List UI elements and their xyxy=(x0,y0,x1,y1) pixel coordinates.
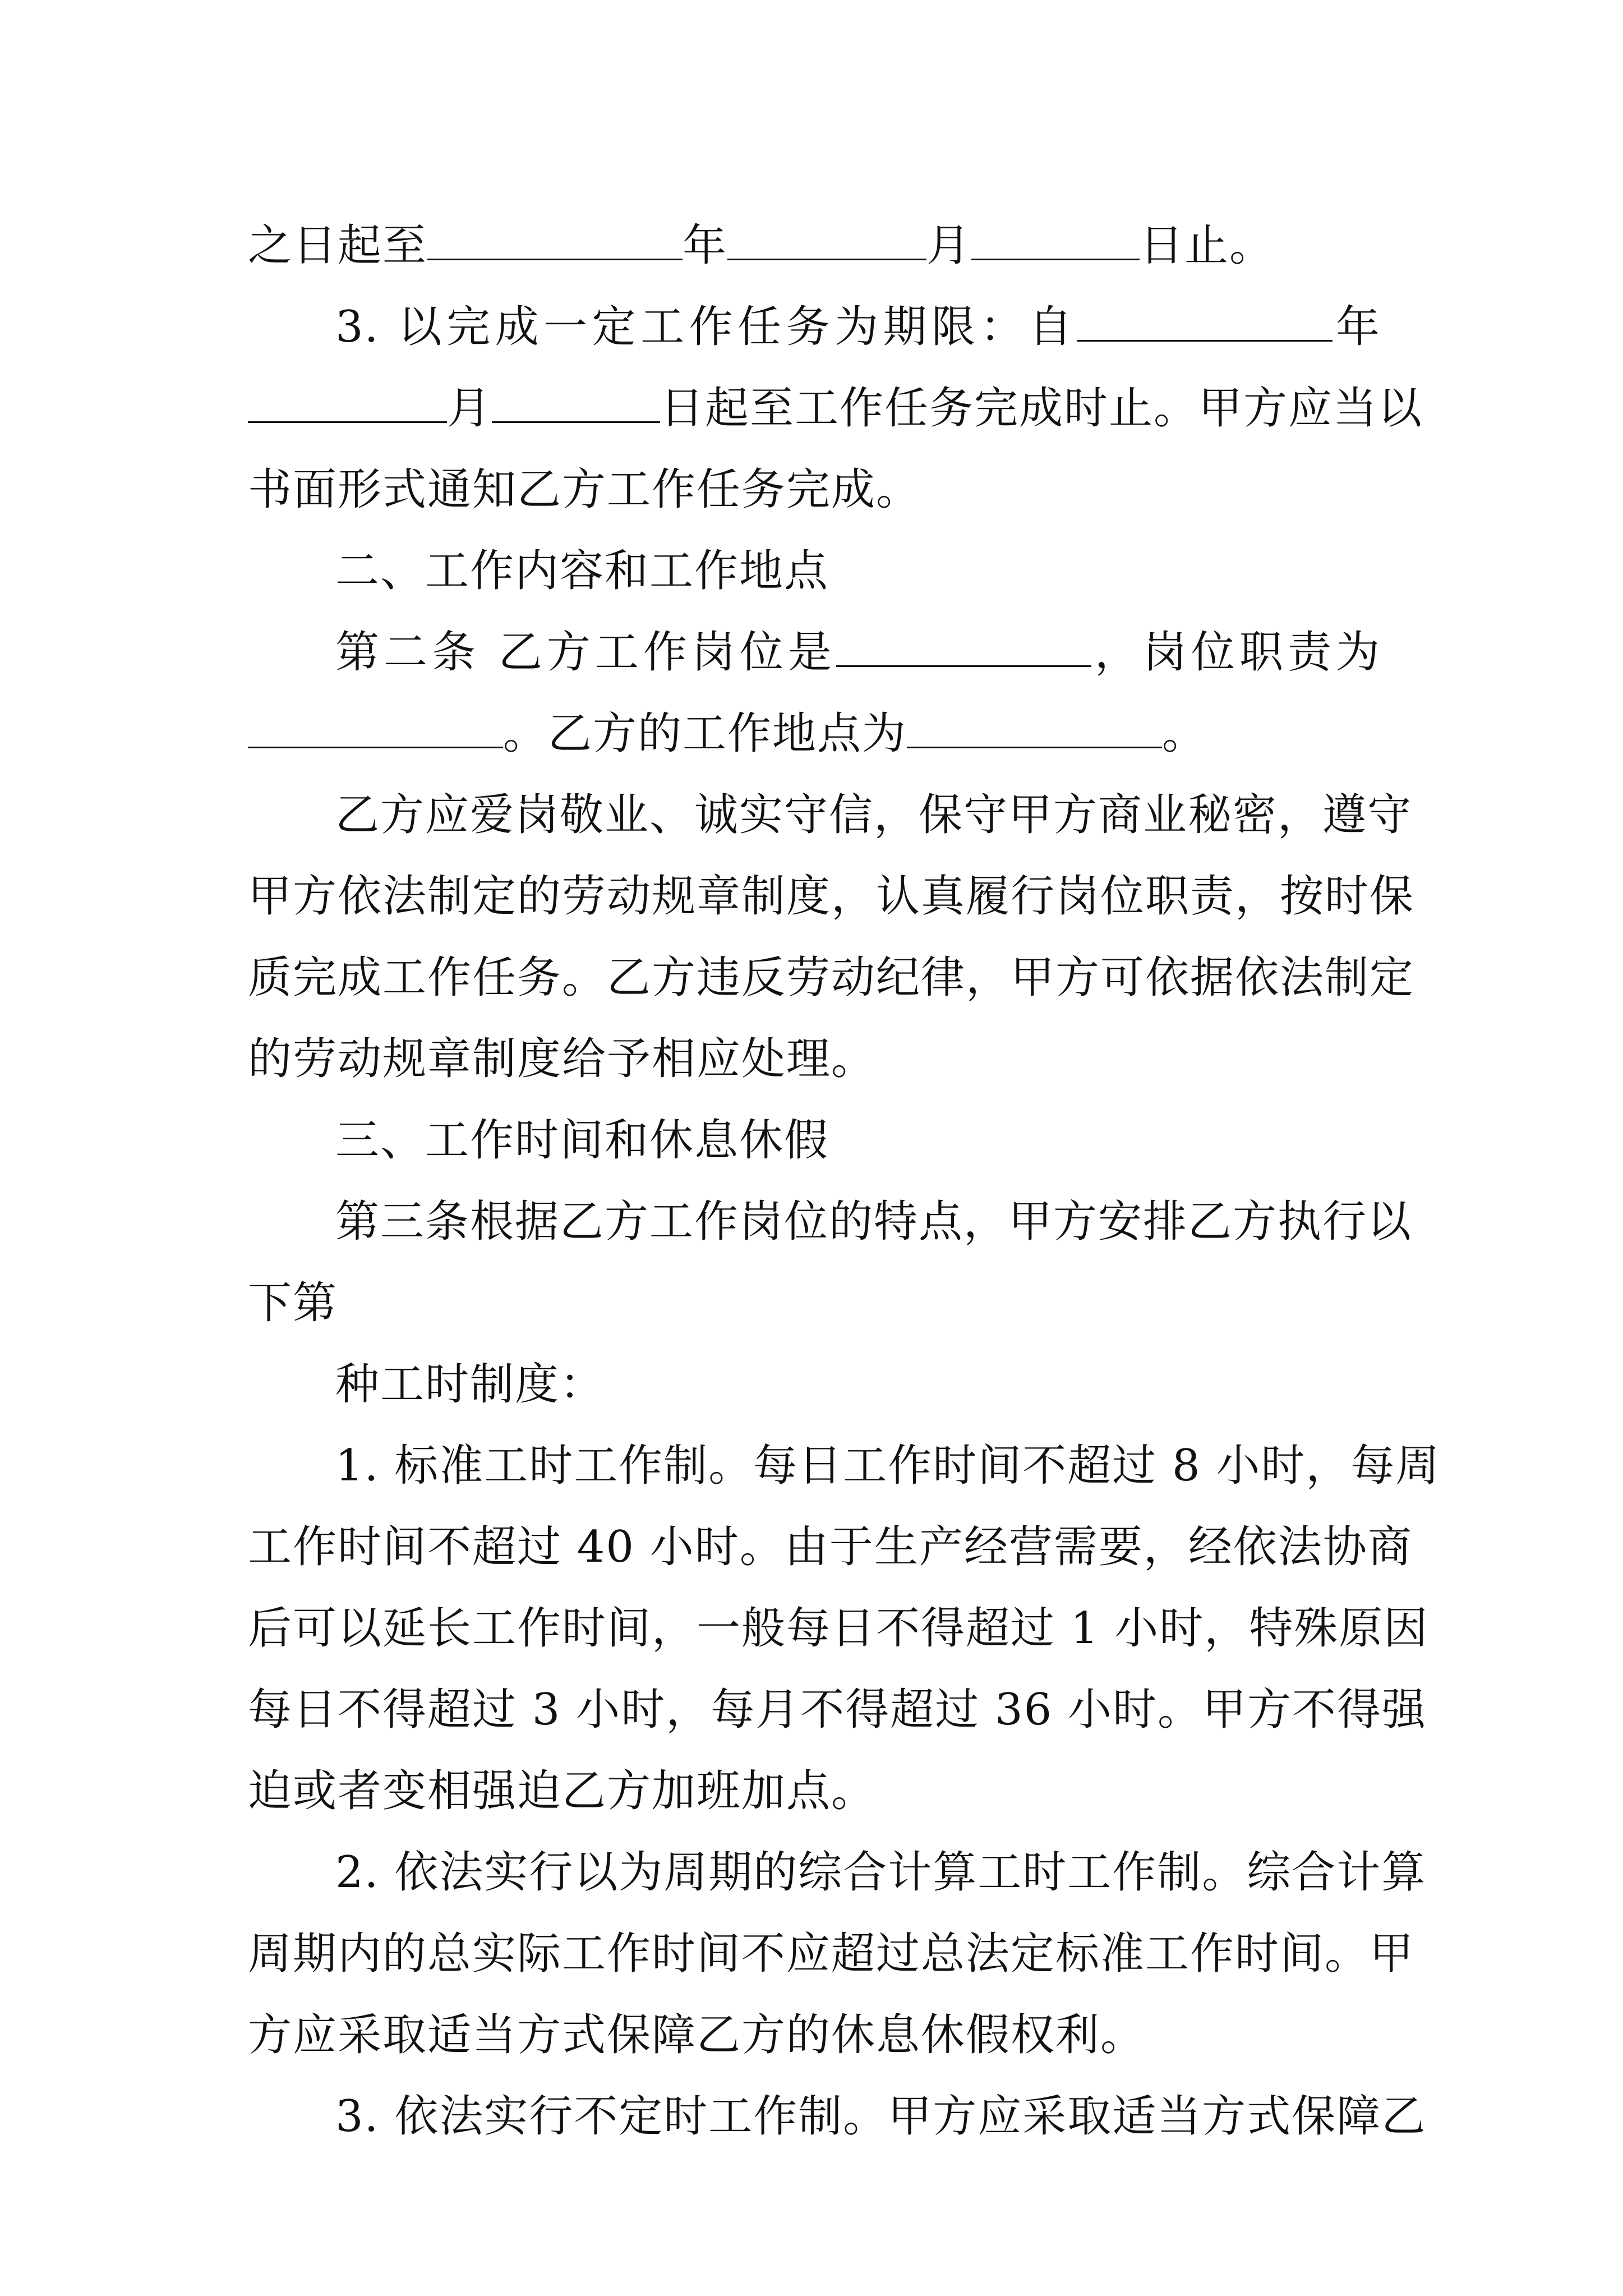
text-segment: ，岗位职责为 xyxy=(1091,627,1381,678)
text-line xyxy=(335,610,1381,694)
text-line: 迫或者变相强迫乙方加班加点。 xyxy=(248,1766,877,1816)
text-line: 1. 标准工时工作制。每日工作时间不超过 8 小时，每周 xyxy=(335,1441,1441,1491)
text-line: 乙方应爱岗敬业、诚实守信，保守甲方商业秘密，遵守 xyxy=(335,790,1413,840)
fill-in-blank[interactable] xyxy=(427,215,683,260)
text-segment: 日止。 xyxy=(1140,220,1275,271)
text-line: 种工时制度： xyxy=(335,1359,605,1410)
fill-in-blank[interactable] xyxy=(836,622,1091,667)
text-line: 后可以延长工作时间，一般每日不得超过 1 小时，特殊原因 xyxy=(248,1603,1429,1654)
text-line: 方应采取适当方式保障乙方的休息休假权利。 xyxy=(248,2010,1146,2060)
text-line xyxy=(335,285,1381,369)
text-line: 3. 依法实行不定时工作制。甲方应采取适当方式保障乙 xyxy=(335,2091,1427,2142)
text-segment: 之日起至 xyxy=(248,220,428,271)
fill-in-blank[interactable] xyxy=(248,703,503,748)
text-segment: 日起至工作任务完成时止。甲方应当以 xyxy=(660,383,1423,434)
text-line: 甲方依法制定的劳动规章制度，认真履行岗位职责，按时保 xyxy=(248,871,1415,922)
fill-in-blank[interactable] xyxy=(727,215,926,260)
text-line xyxy=(248,204,1275,288)
text-segment: 第二条 乙方工作岗位是 xyxy=(335,627,836,678)
fill-in-blank[interactable] xyxy=(492,378,660,423)
text-line: 的劳动规章制度给予相应处理。 xyxy=(248,1034,877,1084)
text-line: 下第 xyxy=(248,1278,338,1328)
section-heading: 三、工作时间和休息休假 xyxy=(335,1115,829,1166)
text-line: 第三条根据乙方工作岗位的特点，甲方安排乙方执行以 xyxy=(335,1197,1413,1247)
text-line xyxy=(248,692,1381,776)
fill-in-blank[interactable] xyxy=(971,215,1140,260)
fill-in-blank[interactable] xyxy=(1077,296,1332,342)
text-line: 工作时间不超过 40 小时。由于生产经营需要，经依法协商 xyxy=(248,1522,1413,1572)
text-segment: 月 xyxy=(447,383,492,434)
fill-in-blank[interactable] xyxy=(248,378,447,423)
section-heading: 二、工作内容和工作地点 xyxy=(335,546,829,596)
text-segment: 年 xyxy=(683,220,728,271)
text-segment: 。乙方的工作地点为 xyxy=(503,708,907,759)
text-line: 书面形式通知乙方工作任务完成。 xyxy=(248,464,921,515)
text-segment: 3. 以完成一定工作任务为期限：自 xyxy=(335,302,1077,352)
text-segment: 年 xyxy=(1332,302,1381,352)
text-line: 2. 依法实行以为周期的综合计算工时工作制。综合计算 xyxy=(335,1847,1427,1898)
fill-in-blank[interactable] xyxy=(907,703,1162,748)
text-segment: 。 xyxy=(1162,708,1207,759)
text-line: 周期内的总实际工作时间不应超过总法定标准工作时间。甲 xyxy=(248,1929,1415,1979)
text-line: 每日不得超过 3 小时，每月不得超过 36 小时。甲方不得强 xyxy=(248,1685,1427,1735)
text-line: 质完成工作任务。乙方违反劳动纪律，甲方可依据依法制定 xyxy=(248,953,1415,1003)
text-segment: 月 xyxy=(926,220,972,271)
text-line xyxy=(248,366,1423,450)
